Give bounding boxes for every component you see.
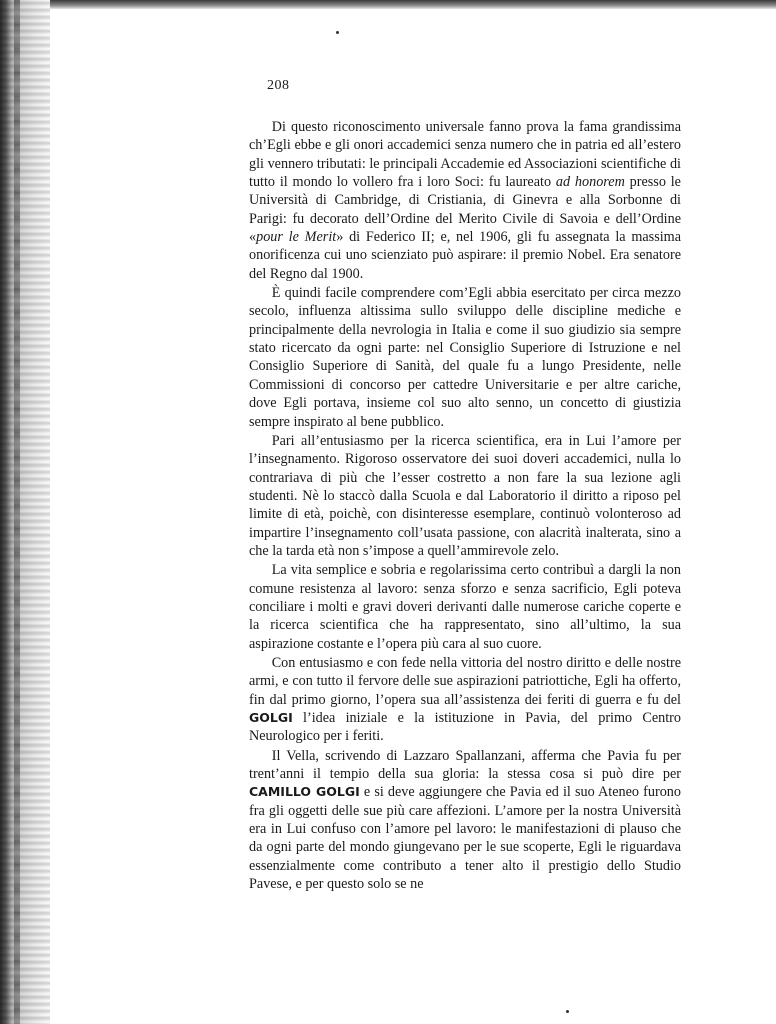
paragraph bbox=[249, 561, 681, 653]
text-run: l’idea iniziale e la istituzione in Pavia, del primo Centro Neurologico per i feriti. bbox=[249, 710, 681, 745]
person-name: GOLGI bbox=[249, 710, 293, 725]
paragraph bbox=[249, 118, 681, 283]
text-run: Di questo riconoscimento universale fanno prova la fama grandissima ch’Egli ebbe e gli onori accademici senza numero che in patria ed all’estero gli vennero tributati: le principali Accademie ed Associazioni scientifiche di tutto il mondo lo vollero fra i loro Soci: fu laureato bbox=[249, 119, 681, 191]
scan-binding-edge bbox=[0, 0, 50, 1024]
scan-top-border bbox=[0, 0, 776, 9]
text-run: presso le Università di Cambridge, di Cristiania, di Ginevra e alla Sorbonne di Parigi: fu decorato dell’Ordine del Merito Civile di Savoia e dell’Ordine « bbox=[249, 174, 681, 246]
scan-binding-streak bbox=[14, 0, 20, 1024]
text-run: e si deve aggiungere che Pavia ed il suo Ateneo furono fra gli oggetti delle sue più care affezioni. L’amore per la nostra Università era in Lui confuso con l’amore pel lavoro: le manifestazioni di plauso che da ogni parte del mondo giungevano per le sue scoperte, Egli le riguardava essenzialmente come contributo a tener alto il prestigio dello Studio Pavese, e per questo solo se ne bbox=[249, 784, 681, 893]
page-number: 208 bbox=[267, 78, 290, 93]
italic-phrase: ad honorem bbox=[555, 174, 625, 191]
text-run: È quindi facile comprendere com’Egli abbia esercitato per circa mezzo secolo, influenza altissima sullo sviluppo delle discipline mediche e principalmente della nevrologia in Italia e come il suo giudizio sia sempre stato ricercato da ogni parte: nel Consiglio Superiore di Istruzione e nel Consiglio Superiore di Sanità, del quale fu a lungo Presidente, nelle Commissioni di concorso per cattedre Universitarie e per altre cariche, dove Egli portava, insieme col suo alto senno, un concetto di giustizia sempre inspirato al bene pubblico. bbox=[249, 285, 681, 430]
italic-phrase: pour le Merit bbox=[256, 229, 337, 246]
paragraph bbox=[249, 747, 681, 894]
person-name: CAMILLO GOLGI bbox=[249, 784, 360, 800]
scan-speck bbox=[566, 1010, 569, 1013]
text-run: Con entusiasmo e con fede nella vittoria del nostro diritto e delle nostre armi, e con tutto il fervore delle sue aspirazioni patriottiche, Egli ha offerto, fin dal primo giorno, l’opera sua all’assistenza dei feriti di guerra e fu del bbox=[249, 654, 681, 708]
paragraph bbox=[249, 284, 681, 431]
paragraph bbox=[249, 432, 681, 560]
body-text bbox=[249, 118, 681, 893]
text-run: Il Vella, scrivendo di Lazzaro Spallanzani, afferma che Pavia fu per trent’anni il tempio della sua gloria: la stessa cosa si può dire per bbox=[249, 747, 681, 783]
scan-speck bbox=[336, 31, 339, 34]
paragraph bbox=[249, 654, 681, 746]
text-run: » di Federico II; e, nel 1906, gli fu assegnata la massima onorificenza cui uno scienziato può aspirare: il premio Nobel. Era senatore del Regno dal 1900. bbox=[249, 229, 681, 282]
text-run: Pari all’entusiasmo per la ricerca scientifica, era in Lui l’amore per l’insegnamento. Rigoroso osservatore dei suoi doveri accademici, nulla lo contrariava di più che l’esser costretto a non fare la sua lezione agli studenti. Nè lo staccò dalla Scuola e dal Laboratorio il diritto a riposo pel limite di età, poichè, con disinteresse esemplare, continuò volonteroso ad impartire l’insegnamento coll’usata passione, con alacrità inalterata, sino a che la tarda età non s’impose a quell’ammirevole zelo. bbox=[249, 432, 681, 559]
text-run: La vita semplice e sobria e regolarissima certo contribuì a dargli la non comune resistenza al lavoro: senza sforzo e senza sacrificio, Egli poteva conciliare i molti e gravi doveri derivanti dalle numerose cariche coperte e la ricerca scientifica che ha rappresentato, sino all’ultimo, la sua aspirazione costante e l’opera più cara al suo cuore. bbox=[249, 562, 681, 652]
